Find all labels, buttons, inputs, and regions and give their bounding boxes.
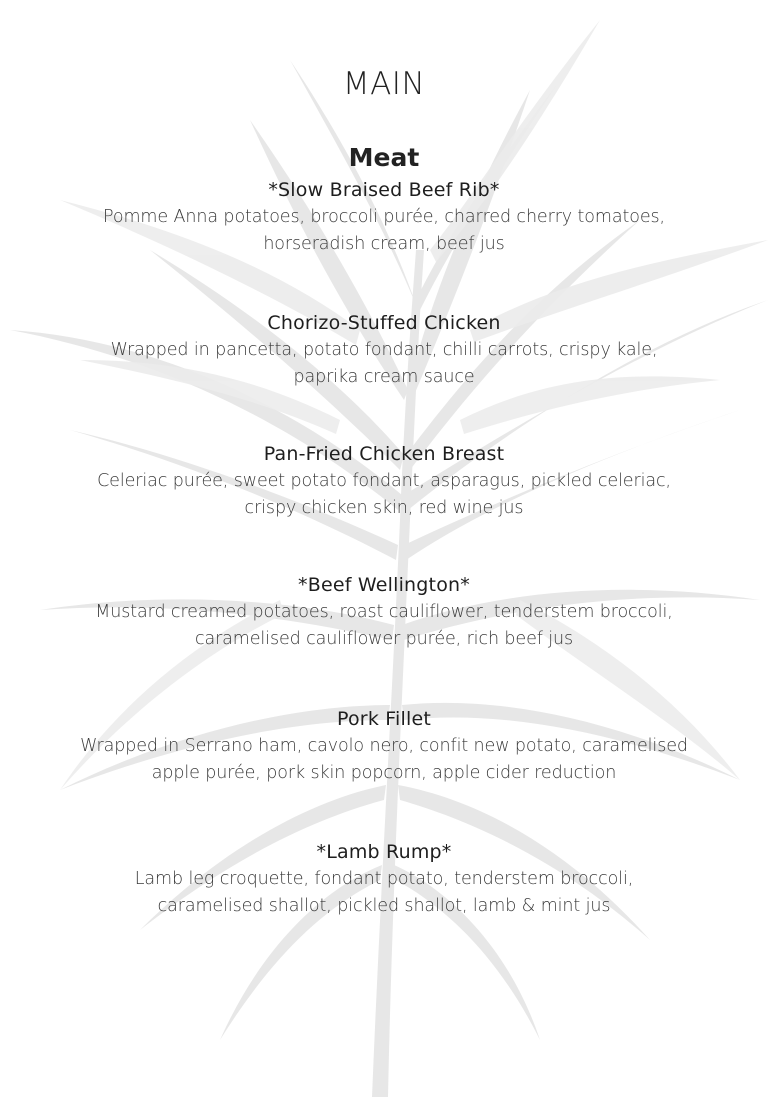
menu-item-description: caramelised cauliflower purée, rich beef jus	[194, 629, 574, 649]
menu-item	[0, 176, 768, 258]
menu-item	[0, 571, 768, 653]
menu-item-description: horseradish cream, beef jus	[263, 234, 505, 254]
menu-item-description: crispy chicken skin, red wine jus	[244, 498, 524, 518]
section-heading-meat: Meat	[348, 143, 420, 172]
page-title: MAIN	[342, 66, 426, 102]
menu-item-description: caramelised shallot, pickled shallot, lamb & mint jus	[157, 896, 611, 916]
menu-item-description: Mustard creamed potatoes, roast cauliflower, tenderstem broccoli,	[95, 602, 673, 622]
menu-item-description: Celeriac purée, sweet potato fondant, asparagus, pickled celeriac,	[97, 471, 671, 491]
menu-item-description: apple purée, pork skin popcorn, apple cider reduction	[151, 763, 617, 783]
menu-item-name: Pan-Fried Chicken Breast	[263, 443, 505, 465]
menu-item-name: Chorizo-Stuffed Chicken	[267, 312, 501, 334]
menu-item-description: Lamb leg croquette, fondant potato, tenderstem broccoli,	[134, 869, 634, 889]
menu-item-description: Pomme Anna potatoes, broccoli purée, charred cherry tomatoes,	[103, 207, 665, 227]
menu-item-description: paprika cream sauce	[293, 367, 475, 387]
menu-item-description: Wrapped in pancetta, potato fondant, chilli carrots, crispy kale,	[110, 340, 658, 360]
menu-item-name: *Beef Wellington*	[298, 574, 470, 596]
menu-item	[0, 838, 768, 920]
menu-item	[0, 440, 768, 522]
menu-item	[0, 705, 768, 787]
menu-item-name: *Lamb Rump*	[316, 841, 452, 863]
menu-item-name: Pork Fillet	[337, 708, 431, 730]
menu-item-description: Wrapped in Serrano ham, cavolo nero, confit new potato, caramelised	[80, 736, 688, 756]
menu-item-name: *Slow Braised Beef Rib*	[268, 179, 500, 201]
menu-item	[0, 309, 768, 391]
